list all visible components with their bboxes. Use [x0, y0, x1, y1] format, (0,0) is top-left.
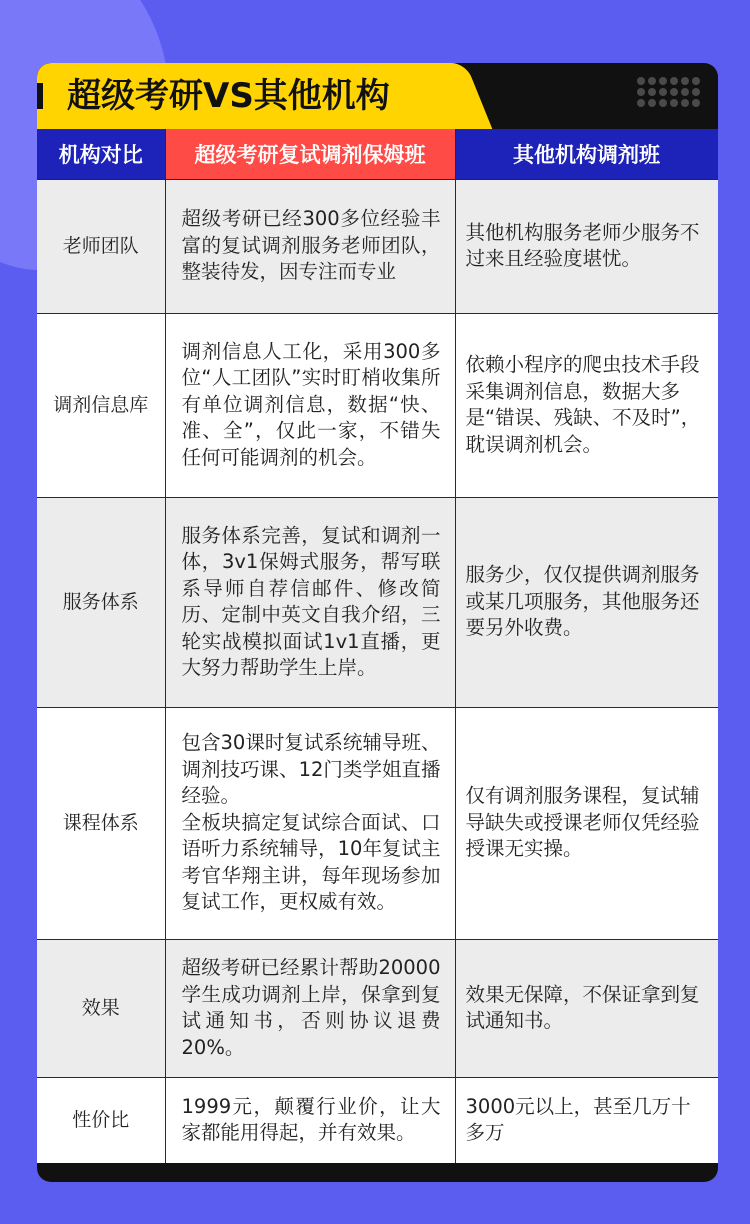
ours-cell: 超级考研已经累计帮助20000学生成功调剂上岸，保拿到复试通知书，否则协议退费20%。	[165, 939, 455, 1077]
title-tab	[37, 63, 449, 129]
others-cell: 服务少，仅仅提供调剂服务或某几项服务，其他服务还要另外收费。	[455, 497, 718, 707]
ours-cell: 超级考研已经300多位经验丰富的复试调剂服务老师团队，整装待发，因专注而专业	[165, 179, 455, 313]
table-row	[37, 707, 718, 939]
dots-grid-icon	[637, 77, 700, 107]
others-cell: 依赖小程序的爬虫技术手段采集调剂信息，数据大多是“错误、残缺、不及时”，耽误调剂机会。	[455, 313, 718, 497]
table-row	[37, 939, 718, 1077]
header-compare: 机构对比	[37, 129, 165, 179]
table-row	[37, 313, 718, 497]
table-header-row	[37, 129, 718, 179]
row-label: 老师团队	[37, 179, 165, 313]
table-row	[37, 497, 718, 707]
ours-cell: 1999元，颠覆行业价，让大家都能用得起，并有效果。	[165, 1077, 455, 1163]
table-row	[37, 1077, 718, 1163]
table-row	[37, 179, 718, 313]
row-label: 课程体系	[37, 707, 165, 939]
header-ours: 超级考研复试调剂保姆班	[165, 129, 455, 179]
ours-cell: 包含30课时复试系统辅导班、调剂技巧课、12门类学姐直播经验。 全板块搞定复试综合面试、口语听力系统辅导，10年复试主考官华翔主讲，每年现场参加复试工作，更权威有效。	[165, 707, 455, 939]
comparison-card	[37, 63, 718, 1182]
title-marker	[37, 83, 43, 109]
row-label: 效果	[37, 939, 165, 1077]
ours-cell: 调剂信息人工化，采用300多位“人工团队”实时盯梢收集所有单位调剂信息，数据“快、准、全”，仅此一家，不错失任何可能调剂的机会。	[165, 313, 455, 497]
others-cell: 其他机构服务老师少服务不过来且经验度堪忧。	[455, 179, 718, 313]
others-cell: 仅有调剂服务课程，复试辅导缺失或授课老师仅凭经验授课无实操。	[455, 707, 718, 939]
others-cell: 3000元以上，甚至几万十多万	[455, 1077, 718, 1163]
page-title: 超级考研VS其他机构	[67, 76, 390, 116]
ours-cell: 服务体系完善，复试和调剂一体，3v1保姆式服务，帮写联系导师自荐信邮件、修改简历、定制中英文自我介绍，三轮实战模拟面试1v1直播，更大努力帮助学生上岸。	[165, 497, 455, 707]
row-label: 调剂信息库	[37, 313, 165, 497]
header-others: 其他机构调剂班	[455, 129, 718, 179]
row-label: 性价比	[37, 1077, 165, 1163]
comparison-table	[37, 129, 718, 1163]
row-label: 服务体系	[37, 497, 165, 707]
others-cell: 效果无保障，不保证拿到复试通知书。	[455, 939, 718, 1077]
